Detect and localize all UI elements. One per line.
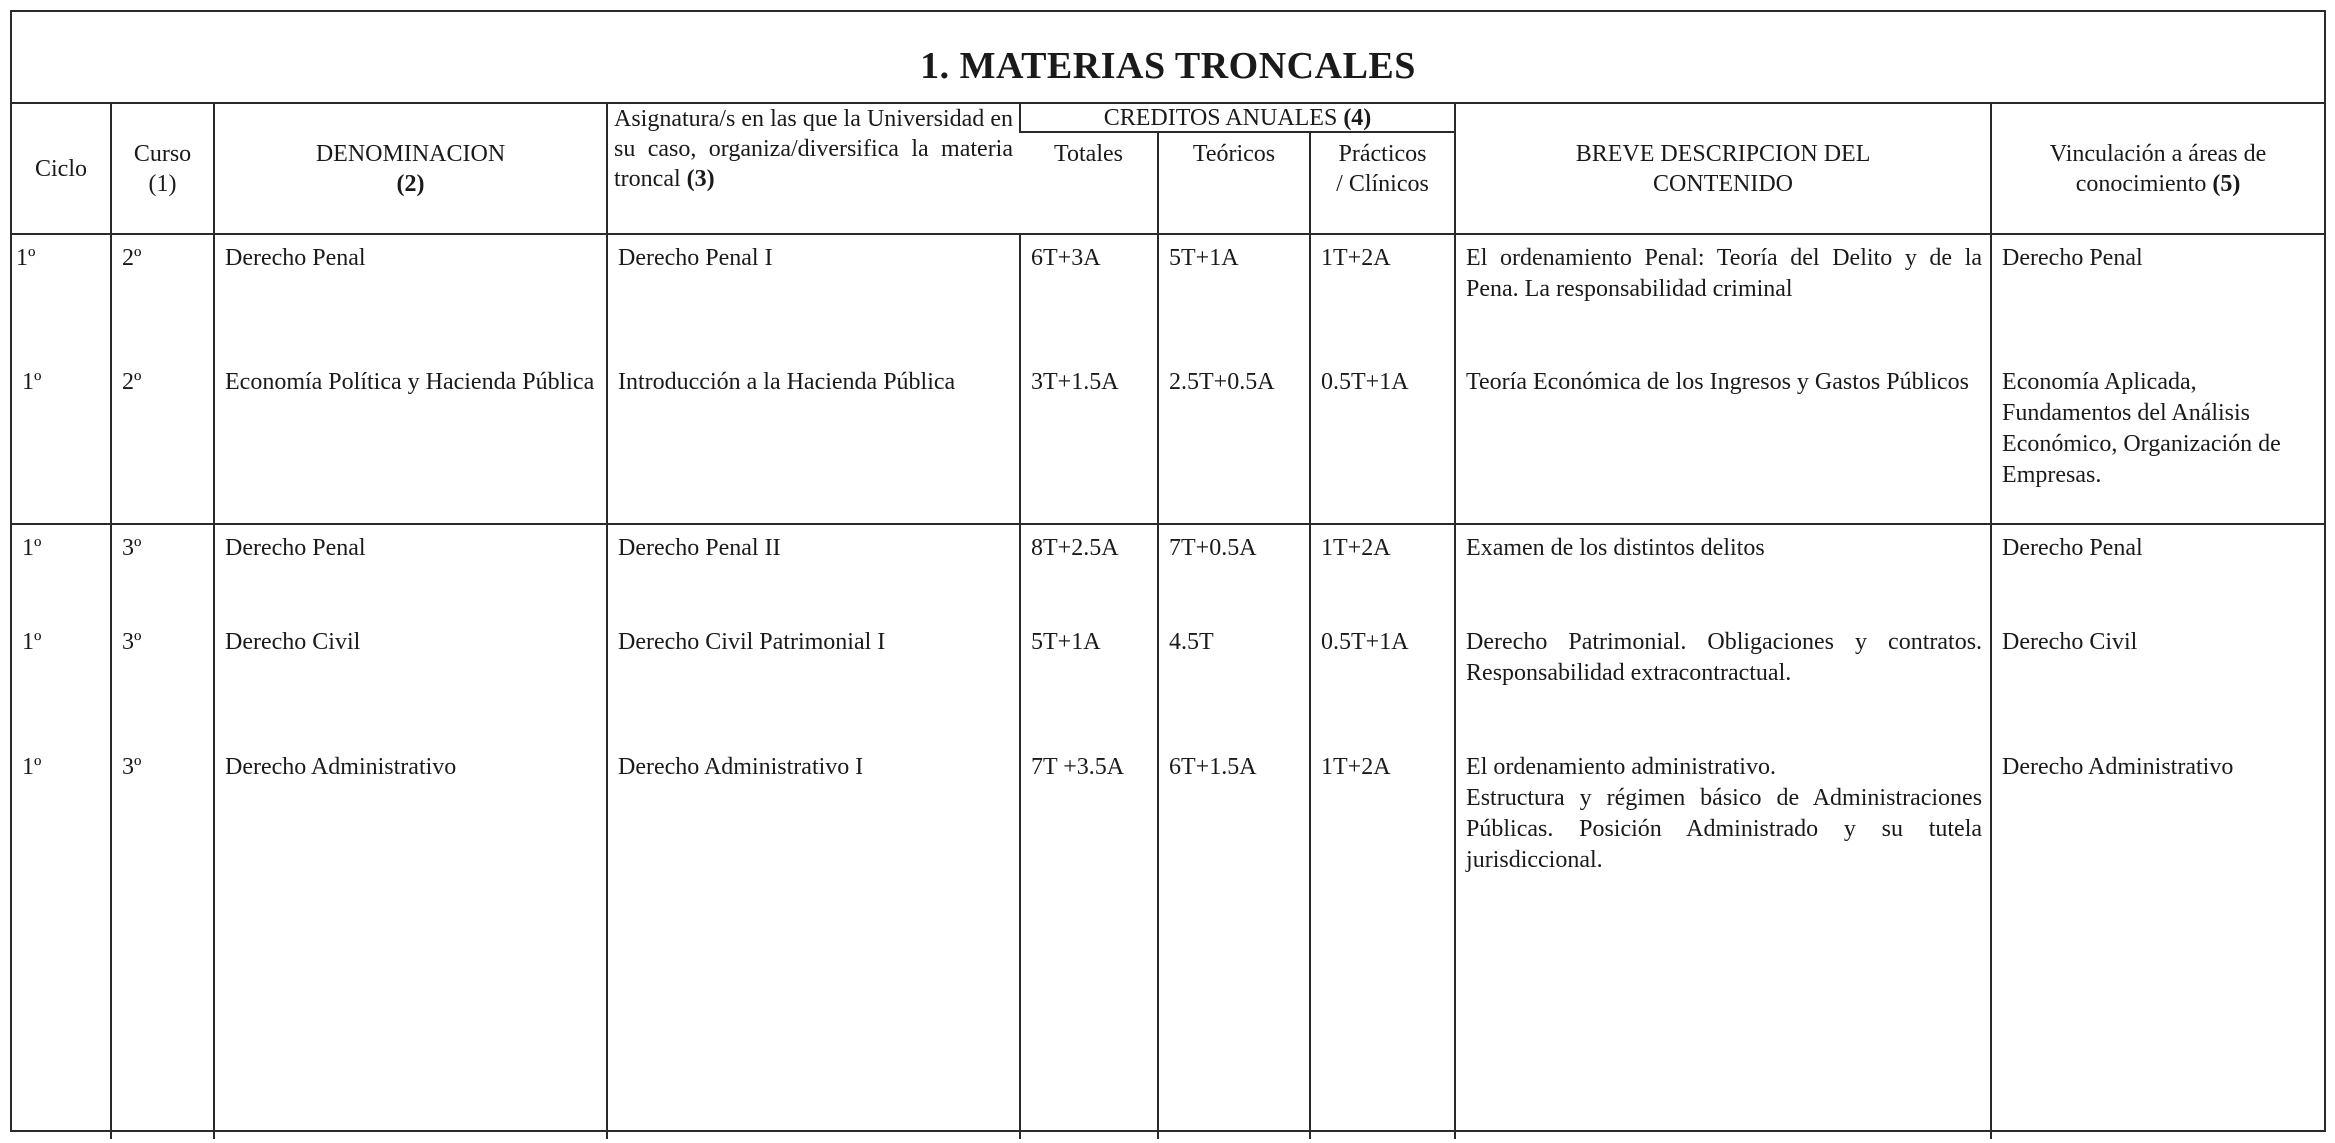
cell-denominacion: Economía Política y Hacienda Pública: [214, 359, 607, 524]
cell-teoricos: 7T+0.5A: [1158, 524, 1310, 619]
header-curso: Curso (1): [111, 104, 214, 234]
cell-practicos: 1T+2A: [1310, 744, 1455, 1139]
cell-asignatura: Derecho Civil Patrimonial I: [607, 619, 1020, 744]
cell-descripcion: [1455, 744, 1991, 1139]
cell-descripcion: Examen de los distintos delitos: [1455, 524, 1991, 619]
materias-table: [12, 104, 2324, 1139]
cell-totales: 5T+1A: [1020, 619, 1158, 744]
cell-teoricos: 6T+1.5A: [1158, 744, 1310, 1139]
table-row: [12, 744, 2324, 1139]
cell-descripcion: Teoría Económica de los Ingresos y Gastos Públicos: [1455, 359, 1991, 524]
cell-totales: 8T+2.5A: [1020, 524, 1158, 619]
cell-teoricos: 4.5T: [1158, 619, 1310, 744]
cell-ciclo: 1º: [16, 245, 36, 271]
cell-ciclo: 1º: [22, 754, 42, 780]
cell-denominacion: Derecho Penal: [214, 524, 607, 619]
cell-ciclo: 1º: [22, 369, 42, 395]
header-practicos: Prácticos / Clínicos: [1310, 132, 1455, 234]
cell-vinculacion: Derecho Penal: [1991, 234, 2324, 359]
cell-practicos: 1T+2A: [1310, 524, 1455, 619]
cell-practicos: 1T+2A: [1310, 234, 1455, 359]
cell-denominacion: Derecho Civil: [214, 619, 607, 744]
header-ciclo: Ciclo: [12, 104, 111, 234]
header-totales: Totales: [1020, 132, 1158, 234]
cell-ciclo: 1º: [22, 629, 42, 655]
cell-curso: 3º: [111, 524, 214, 619]
cell-asignatura: Introducción a la Hacienda Pública: [607, 359, 1020, 524]
header-teoricos: Teóricos: [1158, 132, 1310, 234]
cell-vinculacion: Derecho Administrativo: [1991, 744, 2324, 1139]
document-frame: [10, 10, 2326, 1132]
cell-curso: 2º: [111, 359, 214, 524]
cell-practicos: 0.5T+1A: [1310, 619, 1455, 744]
descripcion-line: El ordenamiento administrativo.: [1466, 754, 1776, 780]
cell-teoricos: 5T+1A: [1158, 234, 1310, 359]
cell-totales: 7T +3.5A: [1020, 744, 1158, 1139]
table-row: [12, 234, 2324, 359]
cell-denominacion: Derecho Penal: [214, 234, 607, 359]
cell-totales: 6T+3A: [1020, 234, 1158, 359]
header-vinculacion: Vinculación a áreas de conocimiento (5): [1991, 104, 2324, 234]
cell-curso: 2º: [111, 234, 214, 359]
cell-asignatura: Derecho Penal II: [607, 524, 1020, 619]
cell-practicos: 0.5T+1A: [1310, 359, 1455, 524]
table-row: [12, 524, 2324, 619]
cell-totales: 3T+1.5A: [1020, 359, 1158, 524]
cell-asignatura: Derecho Administrativo I: [607, 744, 1020, 1139]
table-row: [12, 359, 2324, 524]
cell-descripcion: Derecho Patrimonial. Obligaciones y contratos. Responsabilidad extracontractual.: [1455, 619, 1991, 744]
cell-vinculacion: Derecho Penal: [1991, 524, 2324, 619]
cell-denominacion: Derecho Administrativo: [214, 744, 607, 1139]
cell-curso: 3º: [111, 744, 214, 1139]
header-asignatura: Asignatura/s en las que la Universidad en su caso, organiza/diversifica la materia troncal (3): [607, 104, 1020, 234]
header-creditos-anuales: CREDITOS ANUALES (4): [1020, 104, 1455, 132]
cell-descripcion: El ordenamiento Penal: Teoría del Delito y de la Pena. La responsabilidad criminal: [1455, 234, 1991, 359]
cell-teoricos: 2.5T+0.5A: [1158, 359, 1310, 524]
cell-vinculacion: Economía Aplicada, Fundamentos del Análisis Económico, Organización de Empresas.: [1991, 359, 2324, 524]
cell-vinculacion: Derecho Civil: [1991, 619, 2324, 744]
cell-ciclo: 1º: [22, 535, 42, 561]
table-row: [12, 619, 2324, 744]
header-denominacion: DENOMINACION (2): [214, 104, 607, 234]
cell-curso: 3º: [111, 619, 214, 744]
descripcion-line: Estructura y régimen básico de Administraciones Públicas. Posición Administrado y su tutela jurisdiccional.: [1466, 785, 1983, 873]
header-descripcion: BREVE DESCRIPCION DEL CONTENIDO: [1455, 104, 1991, 234]
cell-asignatura: Derecho Penal I: [607, 234, 1020, 359]
section-title: 1. MATERIAS TRONCALES: [12, 12, 2324, 104]
